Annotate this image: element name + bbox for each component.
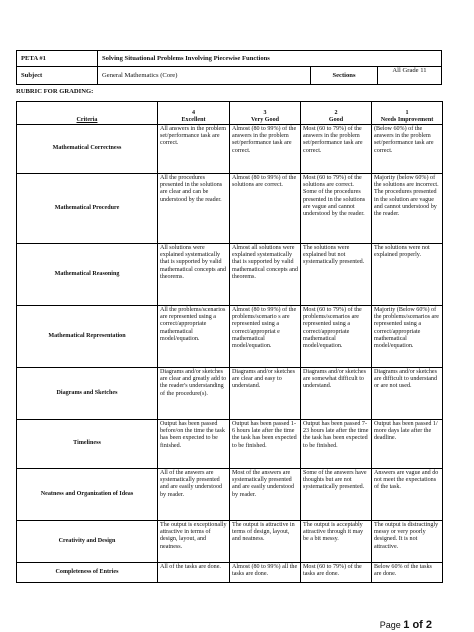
rubric-row bbox=[17, 563, 443, 583]
rubric-cell: Diagrams and/or sketches are clear and greatly add to the reader's understanding of the procedure(s). bbox=[158, 368, 230, 420]
rubric-cell: The output is attractive in terms of design, layout, and neatness. bbox=[230, 521, 301, 563]
rubric-row bbox=[17, 521, 443, 563]
rubric-cell: Output has been passed before/on the time the task has been expected to be finished. bbox=[158, 420, 230, 469]
sections-value: All Grade 11 bbox=[378, 67, 442, 85]
subject-value: General Mathematics (Core) bbox=[98, 67, 311, 85]
rubric-cell: All of the tasks are done. bbox=[158, 563, 230, 583]
rubric-row bbox=[17, 469, 443, 521]
sections-label: Sections bbox=[311, 67, 378, 85]
criteria-cell: Mathematical Correctness bbox=[17, 125, 158, 174]
criteria-cell: Mathematical Procedure bbox=[17, 174, 158, 244]
column-header-excellent: 4 Excellent bbox=[158, 102, 230, 125]
rubric-row bbox=[17, 244, 443, 306]
rubric-cell: All the procedures presented in the solutions are clear and can be understood by the reader. bbox=[158, 174, 230, 244]
page-number: 1 of 2 bbox=[403, 619, 432, 631]
rubric-cell: All of the answers are systematically presented and are easily understood by reader. bbox=[158, 469, 230, 521]
rubric-row bbox=[17, 125, 443, 174]
rubric-cell: Almost (80 to 99%) of the solutions are correct. bbox=[230, 174, 301, 244]
criteria-cell: Diagrams and Sketches bbox=[17, 368, 158, 420]
rubric-cell: Almost (80 to 99%) of the answers in the problem set/performance task are correct. bbox=[230, 125, 301, 174]
peta-label: PETA #1 bbox=[17, 51, 98, 67]
rubric-cell: Most (60 to 79%) of the solutions are correct. Some of the procedures presented in the solutions are vague and cannot understood by the reader. bbox=[301, 174, 372, 244]
rubric-cell: Diagrams and/or sketches are difficult to understand or are not used. bbox=[372, 368, 443, 420]
criteria-cell: Creativity and Design bbox=[17, 521, 158, 563]
rubric-table bbox=[16, 101, 443, 583]
rubric-cell: Almost (80 to 99%) of the problems/scenario s are represented using a correct/appropriat e mathematical model/equation. bbox=[230, 306, 301, 368]
rubric-cell: Output has been passed 1/ more days late after the deadline. bbox=[372, 420, 443, 469]
subject-label: Subject bbox=[17, 67, 98, 85]
page-footer bbox=[380, 619, 432, 631]
rubric-cell: Almost all solutions were explained systematically that is supported by valid mathematical concepts and theorems. bbox=[230, 244, 301, 306]
rubric-cell: Almost (80 to 99%) all the tasks are done. bbox=[230, 563, 301, 583]
rubric-cell: Output has been passed 7-23 hours late after the time the task has been expected to be finished. bbox=[301, 420, 372, 469]
rubric-row bbox=[17, 306, 443, 368]
column-header-needs-improvement: 1 Needs Improvement bbox=[372, 102, 443, 125]
page-word: Page bbox=[379, 620, 401, 630]
column-header-good: 2 Good bbox=[301, 102, 372, 125]
rubric-row bbox=[17, 420, 443, 469]
rubric-cell: Most (60 to 79%) of the tasks are done. bbox=[301, 563, 372, 583]
column-header-criteria: Criteria bbox=[17, 102, 158, 125]
rubric-cell: All answers in the problem set/performance task are correct. bbox=[158, 125, 230, 174]
rubric-cell: Majority (below 60%) of the solutions are incorrect. The procedures presented in the solution are vague and cannot understood by the reader. bbox=[372, 174, 443, 244]
document-title: Solving Situational Problems Involving Piecewise Functions bbox=[98, 51, 442, 67]
rubric-cell: Most (60 to 79%) of the problems/scenarios are represented using a correct/appropriate mathematical model/equation. bbox=[301, 306, 372, 368]
rubric-cell: Most of the answers are systematically presented and are easily understood by reader. bbox=[230, 469, 301, 521]
rubric-cell: Majority (Below 60%) of the problems/scenarios are represented using a correct/appropriate mathematical model/equation. bbox=[372, 306, 443, 368]
criteria-cell: Mathematical Reasoning bbox=[17, 244, 158, 306]
rubric-cell: The output is acceptably attractive through it may be a bit messy. bbox=[301, 521, 372, 563]
rubric-row bbox=[17, 174, 443, 244]
rubric-cell: The output is distractingly messy or very poorly designed. It is not attractive. bbox=[372, 521, 443, 563]
rubric-row bbox=[17, 368, 443, 420]
rubric-cell: The solutions were explained but not systematically presented. bbox=[301, 244, 372, 306]
header-table bbox=[16, 50, 442, 85]
criteria-cell: Neatness and Organization of Ideas bbox=[17, 469, 158, 521]
rubric-cell: All the problems/scenarios are represented using a correct/appropriate mathematical model/equation. bbox=[158, 306, 230, 368]
rubric-cell: (Below 60%) of the answers in the problem set/performance task are correct. bbox=[372, 125, 443, 174]
rubric-cell: Most (60 to 79%) of the answers in the problem set/performance task are correct. bbox=[301, 125, 372, 174]
rubric-cell: Answers are vague and do not meet the expectations of the task. bbox=[372, 469, 443, 521]
criteria-cell: Mathematical Representation bbox=[17, 306, 158, 368]
rubric-header-row bbox=[17, 102, 443, 125]
rubric-cell: The output is exceptionally attractive in terms of design, layout, and neatness. bbox=[158, 521, 230, 563]
rubric-cell: Diagrams and/or sketches are somewhat difficult to understand. bbox=[301, 368, 372, 420]
rubric-cell: All solutions were explained systematically that is supported by valid mathematical concepts and theorems. bbox=[158, 244, 230, 306]
criteria-cell: Timeliness bbox=[17, 420, 158, 469]
rubric-cell: The solutions were not explained properly. bbox=[372, 244, 443, 306]
rubric-heading: RUBRIC FOR GRADING: bbox=[16, 88, 94, 95]
criteria-cell: Completeness of Entries bbox=[17, 563, 158, 583]
rubric-cell: Some of the answers have thoughts but are not systematically presented. bbox=[301, 469, 372, 521]
rubric-cell: Output has been passed 1-6 hours late after the time the task has been expected to be finished. bbox=[230, 420, 301, 469]
column-header-very-good: 3 Very Good bbox=[230, 102, 301, 125]
rubric-cell: Below 60% of the tasks are done. bbox=[372, 563, 443, 583]
rubric-cell: Diagrams and/or sketches are clear and easy to understand. bbox=[230, 368, 301, 420]
